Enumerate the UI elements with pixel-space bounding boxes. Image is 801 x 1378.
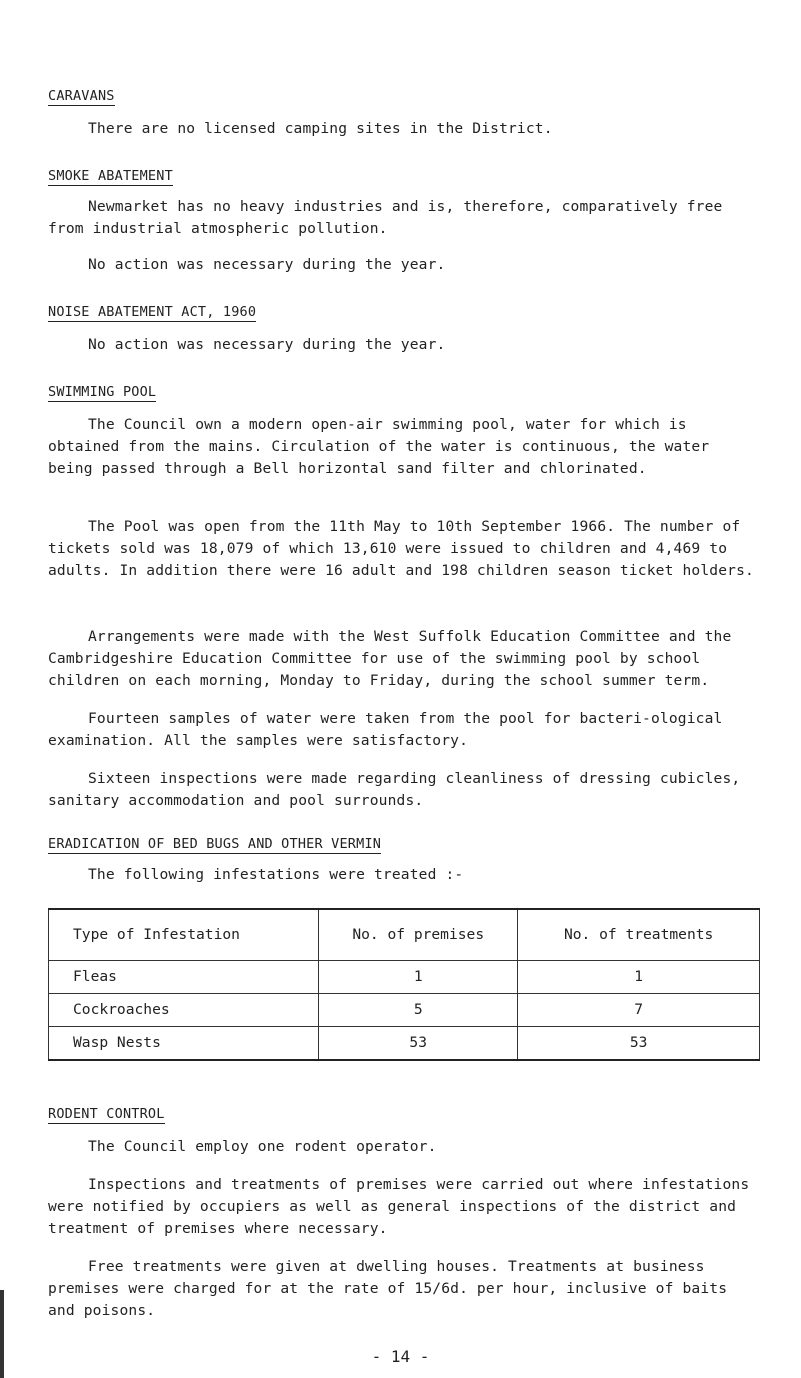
cell-treatments: 1 bbox=[518, 961, 760, 994]
cell-premises: 5 bbox=[319, 994, 518, 1027]
header-premises: No. of premises bbox=[319, 909, 518, 961]
noise-paragraph: No action was necessary during the year. bbox=[88, 336, 446, 353]
header-type: Type of Infestation bbox=[49, 909, 319, 961]
heading-vermin: ERADICATION OF BED BUGS AND OTHER VERMIN bbox=[48, 836, 382, 852]
vermin-intro: The following infestations were treated :- bbox=[88, 866, 464, 883]
swimming-paragraph-2: The Pool was open from the 11th May to 10th September 1966. The number of tickets sold was 18,079 of which 13,610 were issued to children and 4,469 to adults. In addition there were 16 adult and 198 children season ticket holders. bbox=[48, 518, 754, 579]
heading-smoke-abatement: SMOKE ABATEMENT bbox=[48, 168, 173, 184]
binding-edge bbox=[0, 1290, 4, 1378]
table-header-row bbox=[49, 909, 760, 961]
cell-treatments: 7 bbox=[518, 994, 760, 1027]
rodent-paragraph-1: The Council employ one rodent operator. bbox=[88, 1138, 437, 1155]
caravans-paragraph: There are no licensed camping sites in the District. bbox=[88, 120, 553, 137]
rodent-paragraph-3: Free treatments were given at dwelling houses. Treatments at business premises were charged for at the rate of 15/6d. per hour, inclusive of baits and poisons. bbox=[48, 1258, 728, 1319]
swimming-paragraph-3: Arrangements were made with the West Suffolk Education Committee and the Cambridgeshire Education Committee for use of the swimming pool by school children on each morning, Monday to Friday, during the school summer term. bbox=[48, 628, 732, 689]
cell-premises: 53 bbox=[319, 1027, 518, 1061]
heading-rodent-control: RODENT CONTROL bbox=[48, 1106, 165, 1122]
cell-premises: 1 bbox=[319, 961, 518, 994]
table-row bbox=[49, 961, 760, 994]
infestations-table bbox=[48, 908, 760, 1061]
header-treatments: No. of treatments bbox=[518, 909, 760, 961]
swimming-paragraph-5: Sixteen inspections were made regarding cleanliness of dressing cubicles, sanitary accommodation and pool surrounds. bbox=[48, 770, 741, 809]
table-row bbox=[49, 1027, 760, 1061]
page-number: - 14 - bbox=[371, 1347, 430, 1366]
swimming-paragraph-1: The Council own a modern open-air swimming pool, water for which is obtained from the mains. Circulation of the water is continuous, the water being passed through a Bell horizontal sand filter and chlorinated. bbox=[48, 416, 710, 477]
cell-treatments: 53 bbox=[518, 1027, 760, 1061]
heading-noise-abatement: NOISE ABATEMENT ACT, 1960 bbox=[48, 304, 257, 320]
cell-type: Fleas bbox=[49, 961, 319, 994]
cell-type: Cockroaches bbox=[49, 994, 319, 1027]
cell-type: Wasp Nests bbox=[49, 1027, 319, 1061]
heading-swimming-pool: SWIMMING POOL bbox=[48, 384, 157, 400]
smoke-paragraph-2: No action was necessary during the year. bbox=[88, 256, 446, 273]
swimming-paragraph-4: Fourteen samples of water were taken from the pool for bacteri-ological examination. All the samples were satisfactory. bbox=[48, 710, 723, 749]
table-row bbox=[49, 994, 760, 1027]
smoke-paragraph-1: Newmarket has no heavy industries and is, therefore, comparatively free from industrial atmospheric pollution. bbox=[48, 198, 723, 237]
heading-caravans: CARAVANS bbox=[48, 88, 115, 104]
rodent-paragraph-2: Inspections and treatments of premises were carried out where infestations were notified by occupiers as well as general inspections of the district and treatment of premises where necessary. bbox=[48, 1176, 750, 1237]
